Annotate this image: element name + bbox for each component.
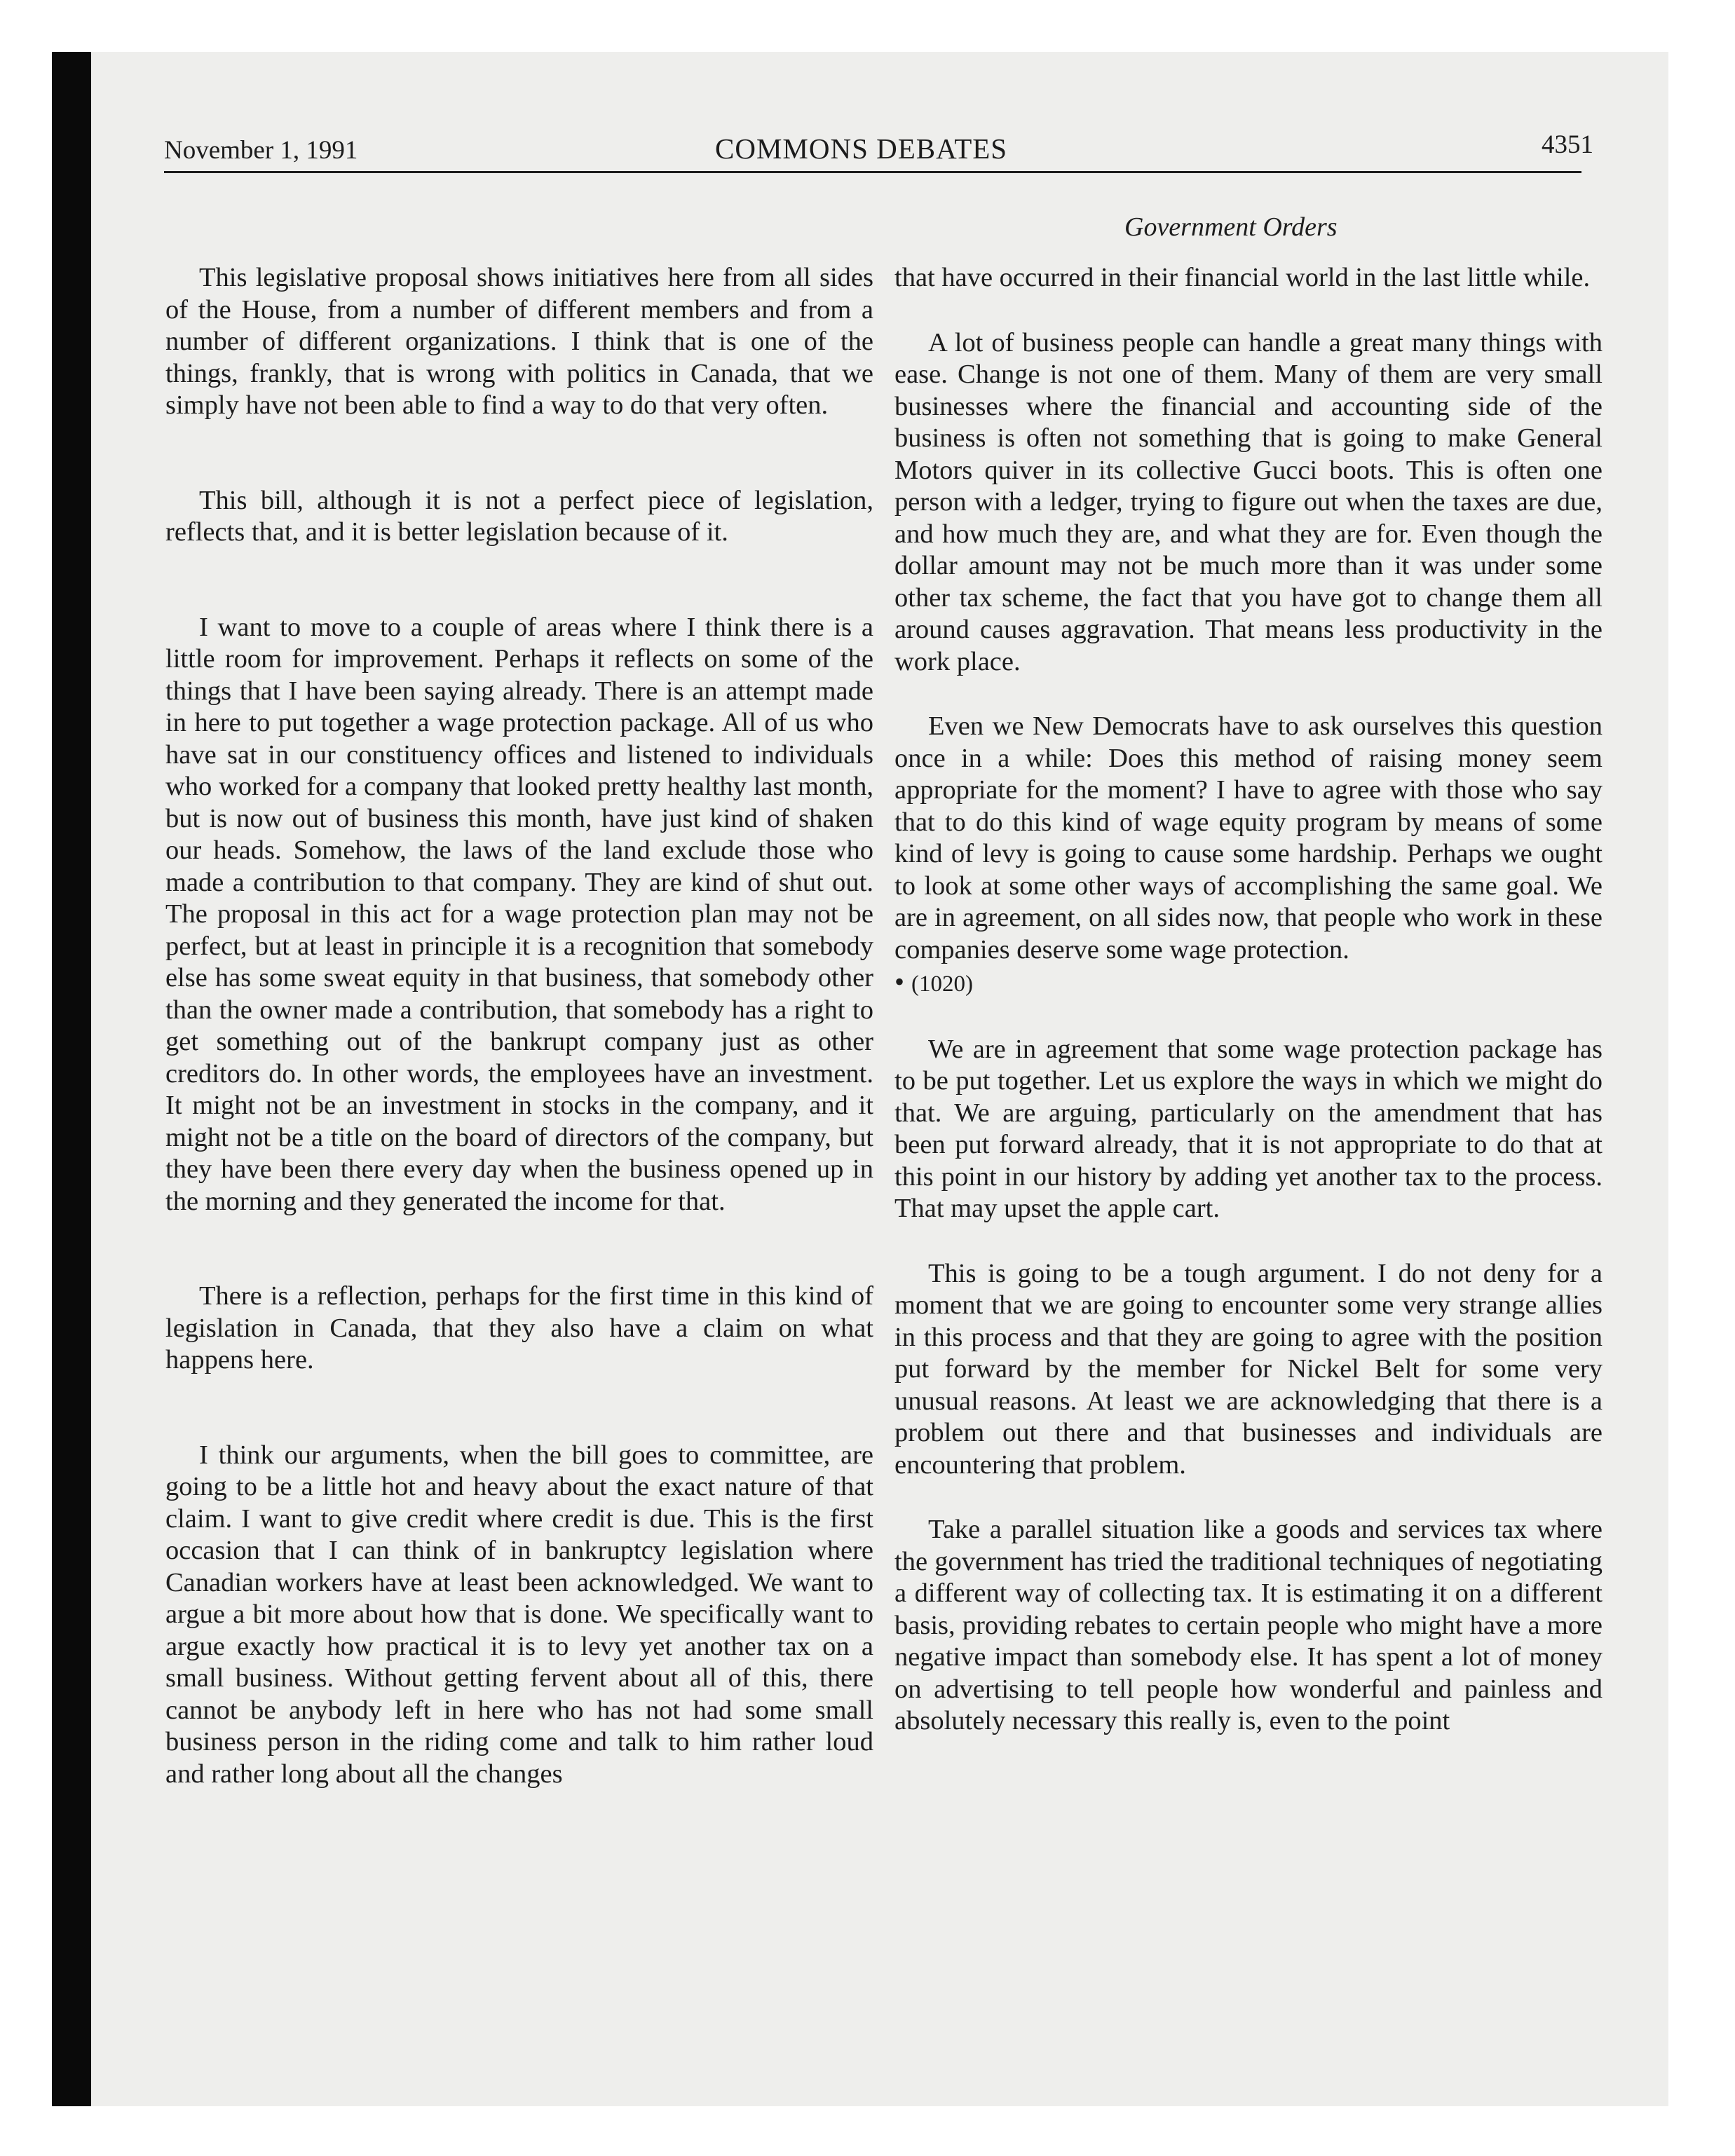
header-publication: COMMONS DEBATES <box>715 132 1008 165</box>
paragraph: This legislative proposal shows initiatives here from all sides of the House, from a number of different members and from a number of different organizations. I think that is one of the things, frankly, that is wrong with politics in Canada, that we simply have not been able to find a way to do that very often. <box>165 263 873 420</box>
time-marker <box>894 966 1603 1001</box>
left-column <box>165 262 873 1790</box>
header-rule <box>164 171 1581 173</box>
paragraph: This is going to be a tough argument. I do not deny for a moment that we are going to encounter some very strange allies in this process and that they are going to agree with the position put forward by the member for Nickel Belt for some very unusual reasons. At least we are acknowledging that there is a problem out there and that businesses and individuals are encountering that problem. <box>894 1258 1603 1480</box>
right-column <box>894 262 1603 1738</box>
paragraph: I think our arguments, when the bill goes to committee, are going to be a little hot and heavy about the exact nature of that claim. I want to give credit where credit is due. This is the first occasion that I can think of in bankruptcy legislation where Canadian workers have at least been acknowledged. We want to argue a bit more about how that is done. We specifically want to argue exactly how practical it is to levy yet another tax on a small business. Without getting fervent about all of this, there cannot be anybody left in here who has not had some small business person in the riding come and talk to him rather loud and rather long about all the changes <box>165 1440 873 1789</box>
section-title: Government Orders <box>1124 212 1338 242</box>
paragraph: There is a reflection, perhaps for the first time in this kind of legislation in Canada, that they also have a claim on what happens here. <box>165 1281 873 1374</box>
paragraph: Take a parallel situation like a goods and services tax where the government has tried the traditional techniques of negotiating a different way of collecting tax. It is estimating it on a different basis, providing rebates to certain people who might have a more negative impact than somebody else. It has spent a lot of money on advertising to tell people how wonderful and painless and absolutely necessary this really is, even to the point <box>894 1515 1603 1735</box>
paragraph: We are in agreement that some wage protection package has to be put together. Let us explore the ways in which we might do that. We are arguing, particularly on the amendment that has been put forward already, that it is not appropriate to do that at this point in our history by adding yet another tax to the process. That may upset the apple cart. <box>894 1034 1603 1223</box>
time-marker-text: (1020) <box>911 971 973 997</box>
paragraph: Even we New Democrats have to ask ourselves this question once in a while: Does this method of raising money seem appropriate for the moment? I have to agree with those who say that to do this kind of wage equity program by means of some kind of levy is going to cause some hardship. Perhaps we ought to look at some other ways of accomplishing the same goal. We are in agreement, on all sides now, that people who work in these companies deserve some wage protection. <box>894 711 1603 964</box>
paragraph-continued: that have occurred in their financial world in the last little while. <box>894 263 1591 292</box>
page-number: 4351 <box>1542 130 1593 159</box>
paragraph: I want to move to a couple of areas where I think there is a little room for improvement. Perhaps it reflects on some of the things that I have been saying already. There is an attempt made in here to put together a wage protection package. All of us who have sat in our constituency offices and listened to individuals who worked for a company that looked pretty healthy last month, but is now out of business this month, have just kind of shaken our heads. Somehow, the laws of the land exclude those who made a contribution to that company. They are kind of shut out. The proposal in this act for a wage protection plan may not be perfect, but at least in principle it is a recognition that somebody else has some sweat equity in that business, that somebody other than the owner made a contribution, that somebody has a right to get something out of the bankrupt company just as other creditors do. In other words, the employees have an investment. It might not be an investment in stocks in the company, and it might not be a title on the board of directors of the company, but they have been there every day when the business opened up in the morning and they generated the income for that. <box>165 612 873 1216</box>
paragraph: This bill, although it is not a perfect piece of legislation, reflects that, and it is better legislation because of it. <box>165 485 873 547</box>
header-date: November 1, 1991 <box>164 136 358 165</box>
paragraph: A lot of business people can handle a great many things with ease. Change is not one of them. Many of them are very small businesses where the financial and accounting side of the business is often not something that is going to make General Motors quiver in its collective Gucci boots. This is often one person with a ledger, trying to figure out when the taxes are due, and how much they are, and what they are for. Even though the dollar amount may not be much more than it was under some other tax scheme, the fact that you have got to change them all around causes aggravation. That means less productivity in the work place. <box>894 327 1603 676</box>
binding-edge <box>52 52 91 2106</box>
bullet-icon: • <box>894 966 905 997</box>
